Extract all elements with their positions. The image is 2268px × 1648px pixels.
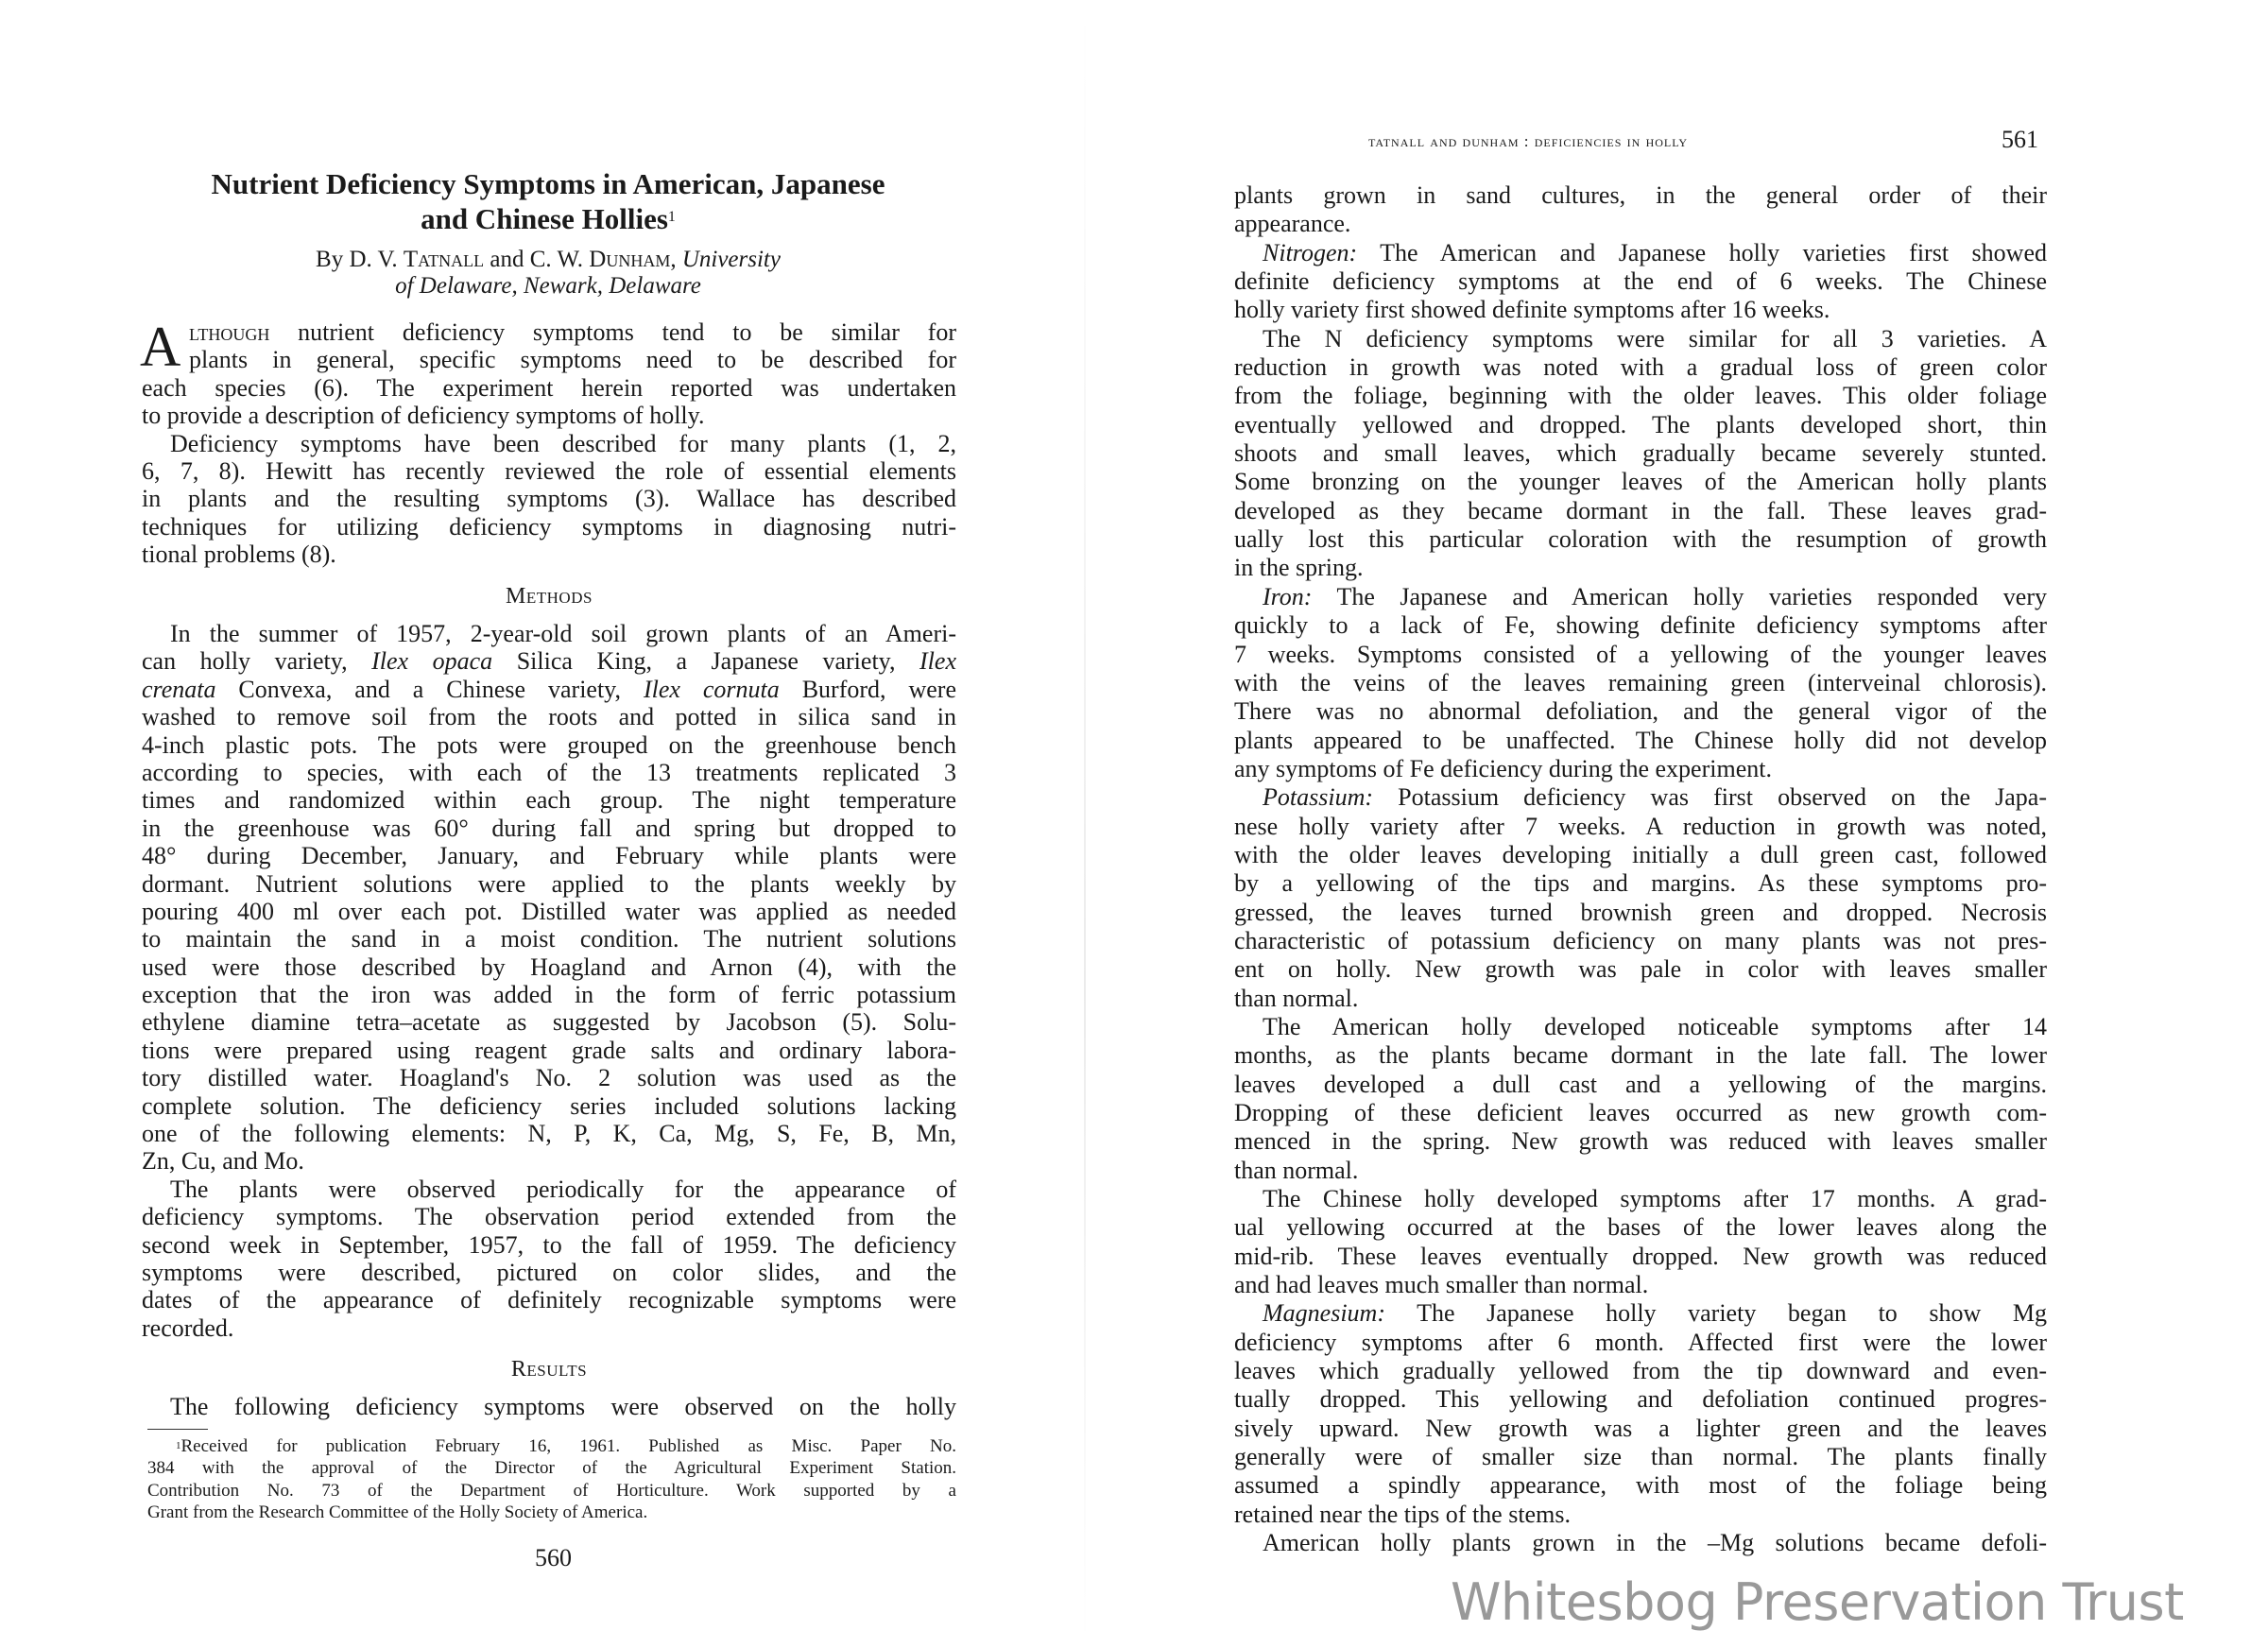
text-line [1234,1243,2047,1271]
line-text: tions were prepared using reagent grade salts and ordinary labora- [142,1036,956,1064]
paragraph [1234,239,2047,325]
text-line [142,1286,956,1313]
italic-text: Ilex cornuta [643,675,780,703]
intro-lines [142,346,956,429]
text-line [1234,1127,2047,1156]
line-text: ethylene diamine tetra–acetate as suggested by Jacobson (5). Solu- [142,1008,956,1037]
title-line [142,201,954,236]
author-dunham: Dunham [589,247,671,272]
text-line [1234,1529,2047,1557]
line-text: plants grown in sand cultures, in the general order of their [1234,181,2047,209]
text-line [142,1393,956,1420]
text-line [1234,1471,2047,1500]
byline-authors [142,247,954,273]
text-line [142,620,956,647]
text-line [1234,554,2047,582]
paragraph [1234,583,2047,783]
text-line [1234,1185,2047,1213]
footnote-mark: 1 [176,1440,181,1451]
text-line [1234,783,2047,812]
line-text: with the veins of the leaves remaining green (interveinal chlorosis). [1234,668,2047,696]
line-text: Zn, Cu, and Mo. [142,1147,304,1176]
watermark: Whitesbog Preservation Trust [1451,1572,2184,1632]
line-text: American holly plants grown in the –Mg solutions became defoli- [1263,1529,2047,1557]
text-line [1234,841,2047,869]
text-line [142,1008,956,1036]
line-text: leaves developed a dull cast and a yellowing of the margins. [1234,1070,2047,1098]
text-line [1234,1071,2047,1099]
paragraph [1234,325,2047,583]
line-text: washed to remove soil from the roots and potted in silica sand in [142,703,956,731]
line-text: generally were of smaller size than normal. The plants finally [1234,1443,2047,1471]
text-line [1234,955,2047,984]
running-head: tatnall and dunham : deficiencies in holly [1368,132,1689,150]
text-line [142,786,956,814]
text-line [147,1502,956,1523]
italic-text: Magnesium: [1263,1299,1385,1328]
line-text: gressed, the leaves turned brownish green and dropped. Necrosis [1234,898,2047,926]
footnote-rule [147,1429,208,1430]
line-text: plants appeared to be unaffected. The Chinese holly did not develop [1234,726,2047,754]
text-line [142,1259,956,1286]
text-line [1234,669,2047,697]
line-text: to maintain the sand in a moist condition. The nutrient solutions [142,925,956,953]
text-line [1234,1213,2047,1242]
line-text: times and randomized within each group. The night temperature [142,786,956,815]
line-text: holly variety first showed definite symptoms after 16 weeks. [1234,296,1830,324]
line-text: recorded. [142,1313,234,1342]
line-text: appearance. [1234,210,1351,238]
small-caps-opening: lthough [189,318,270,346]
line-text: ually lost this particular coloration with the resumption of growth [1234,525,2047,554]
line-text: Silica King, a Japanese variety, [492,647,920,676]
line-text: eventually yellowed and dropped. The plants developed short, thin [1234,410,2047,438]
text-line [1234,411,2047,439]
text-line [142,1092,956,1120]
text-line [1234,439,2047,468]
text-line [142,647,956,675]
line-text: 7 weeks. Symptoms consisted of a yellowing of the younger leaves [1234,640,2047,668]
line-text: quickly to a lack of Fe, showing definite deficiency symptoms after [1234,611,2047,640]
footnote [147,1429,956,1524]
line-text: In the summer of 1957, 2-year-old soil grown plants of an Ameri- [170,620,956,647]
line-text: assumed a spindly appearance, with most of the foliage being [1234,1471,2047,1500]
text-line [142,759,956,786]
methods-heading: Methods [506,584,593,609]
line-text: mid-rib. These leaves eventually dropped. New growth was reduced [1234,1242,2047,1270]
line-text: than normal. [1234,984,1359,1012]
line-text: The N deficiency symptoms were similar for all 3 varieties. A [1263,324,2047,352]
left-column-methods [142,620,956,1342]
text-line [1234,1099,2047,1127]
line-text: to provide a description of deficiency symptoms of holly. [142,402,705,430]
text-line [142,981,956,1008]
line-text: nese holly variety after 7 weeks. A reduction in growth was noted, [1234,812,2047,840]
text-line [1234,899,2047,927]
line-text: each species (6). The experiment herein reported was undertaken [142,373,956,402]
line-text: plants in general, specific symptoms need to be described for [189,346,956,374]
text-line [1234,1385,2047,1414]
left-column-intro [142,318,956,569]
line-text: Dropping of these deficient leaves occurred as new growth com- [1234,1099,2047,1126]
title-line-text: and Chinese Hollies [421,202,668,235]
line-text: any symptoms of Fe deficiency during the experiment. [1234,754,1772,782]
paragraph-intro [142,318,956,430]
text-line [142,676,956,703]
text-line [1234,267,2047,296]
text-line [1234,1271,2047,1299]
italic-text: Ilex opaca [371,647,493,676]
text-line [142,815,956,842]
text-line [147,1457,956,1479]
text-line [1234,239,2047,267]
text-line [142,1147,956,1175]
line-text: Convexa, and a Chinese variety, [215,675,644,703]
footnote-text [147,1435,956,1524]
line-text: The plants were observed periodically for the appearance of [170,1175,956,1203]
line-text: 6, 7, 8). Hewitt has recently reviewed the role of essential elements [142,456,956,485]
page-number-left: 560 [535,1544,572,1571]
line-text: tory distilled water. Hoagland's No. 2 solution was used as the [142,1064,956,1092]
text-line [1234,1013,2047,1041]
text-line [147,1480,956,1502]
line-text: Deficiency symptoms have been described for many plants (1, 2, [170,429,956,457]
line-text: 4-inch plastic pots. The pots were grouped on the greenhouse bench [142,730,956,759]
text-line [1234,697,2047,726]
line-text: definite deficiency symptoms at the end of 6 weeks. The Chinese [1234,267,2047,296]
text-line [142,1314,956,1342]
text-line [1234,1041,2047,1070]
text-line [142,374,956,402]
article-title [142,166,954,236]
text-line [1234,813,2047,841]
paragraph [142,1176,956,1342]
affiliation-line: of Delaware, Newark, Delaware [395,273,701,299]
paragraph [1234,1013,2047,1185]
title-line: Nutrient Deficiency Symptoms in American, Japanese [211,167,885,200]
line-text: developed as they became dormant in the fall. These leaves grad- [1234,496,2047,524]
line-text: reduction in growth was noted with a gradual loss of green color [1234,353,2047,382]
byline-by: By D. V. [316,247,404,272]
line-text: second week in September, 1957, to the fall of 1959. The deficiency [142,1230,956,1259]
text-line [1234,1157,2047,1185]
text-line [1234,325,2047,353]
page-number-right: 561 [2002,126,2038,153]
line-text: deficiency symptoms after 6 month. Affected first were the lower [1234,1328,2047,1356]
text-line [142,402,956,429]
text-line [1234,1357,2047,1385]
text-line [1234,611,2047,640]
line-text: ent on holly. New growth was pale in color with leaves smaller [1234,955,2047,984]
text-line [1234,525,2047,554]
line-text: Potassium deficiency was first observed on the Japa- [1373,783,2047,812]
line-text: characteristic of potassium deficiency on many plants was not pres- [1234,926,2047,954]
line-text: Grant from the Research Committee of the Holly Society of America. [147,1502,648,1523]
text-line [1234,382,2047,410]
text-line [142,731,956,759]
text-line [147,1435,956,1457]
line-text: The Japanese and American holly varieties responded very [1312,582,2047,610]
text-line [1234,468,2047,496]
text-line [142,1064,956,1091]
line-text: in the spring. [1234,554,1364,582]
line-text: The Chinese holly developed symptoms after 17 months. A grad- [1263,1185,2047,1213]
line-text: nutrient deficiency symptoms tend to be similar for [269,318,956,346]
line-text: than normal. [1234,1156,1359,1184]
text-line [142,953,956,981]
line-text: techniques for utilizing deficiency symptoms in diagnosing nutri- [142,512,956,541]
italic-text: Iron: [1263,582,1313,610]
line-text: ual yellowing occurred at the bases of the lower leaves along the [1234,1213,2047,1242]
line-text: The American and Japanese holly varieties first showed [1357,238,2047,266]
line-text: with the older leaves developing initially a dull green cast, followed [1234,840,2047,868]
byline-and: and C. W. [484,247,590,272]
paragraph [1234,1299,2047,1529]
line-text: exception that the iron was added in the form of ferric potassium [142,981,956,1009]
right-column [1234,181,2047,1558]
text-line [1234,985,2047,1013]
text-line [1234,583,2047,611]
text-line [142,703,956,730]
text-line [142,842,956,869]
line-text: in plants and the resulting symptoms (3). Wallace has described [142,485,956,513]
line-text: in the greenhouse was 60° during fall and spring but dropped to [142,814,956,842]
italic-text: Potassium: [1263,783,1373,812]
line-text: dates of the appearance of definitely recognizable symptoms were [142,1286,956,1314]
line-text: Burford, were [779,675,956,703]
line-text: The following deficiency symptoms were observed on the holly [170,1393,956,1420]
text-line [1234,1501,2047,1529]
text-line [142,485,956,512]
line-text: and had leaves much smaller than normal. [1234,1271,1649,1299]
line-text: complete solution. The deficiency series included solutions lacking [142,1091,956,1120]
text-line [1234,497,2047,525]
text-line [142,1120,956,1147]
line-text: The American holly developed noticeable symptoms after 14 [1263,1012,2047,1040]
line-text: leaves which gradually yellowed from the tip downward and even- [1234,1357,2047,1385]
italic-text: crenata [142,675,216,703]
line-text: one of the following elements: N, P, K, Ca, Mg, S, Fe, B, Mn, [142,1120,956,1148]
text-line [1234,181,2047,210]
line-text: symptoms were described, pictured on color slides, and the [142,1258,956,1286]
text-line [1234,296,2047,324]
text-line [1234,353,2047,382]
drop-cap: A [140,316,181,378]
text-line [142,898,956,925]
paragraph [1234,1185,2047,1299]
paragraph [1234,783,2047,1013]
line-text: menced in the spring. New growth was reduced with leaves smaller [1234,1127,2047,1156]
text-line [142,1231,956,1259]
line-text: shoots and small leaves, which gradually became severely stunted. [1234,439,2047,468]
text-line [1234,727,2047,755]
text-line [142,1176,956,1203]
text-line [1234,869,2047,898]
text-line [142,870,956,898]
paragraph [1234,1529,2047,1557]
line-text: deficiency symptoms. The observation period extended from the [142,1203,956,1231]
line-text: dormant. Nutrient solutions were applied to the plants weekly by [142,869,956,898]
paragraph [1234,181,2047,239]
paragraph [142,430,956,569]
left-column-results [142,1393,956,1420]
line-text: pouring 400 ml over each pot. Distilled water was applied as needed [142,897,956,925]
text-line [142,318,956,346]
text-line [1234,210,2047,238]
affiliation: University [681,247,781,272]
paragraph [142,1393,956,1420]
line-text: There was no abnormal defoliation, and the general vigor of the [1234,697,2047,726]
page-fold [1084,0,1086,1648]
italic-text: Nitrogen: [1263,238,1358,266]
title-footnote-mark: 1 [667,209,676,225]
text-line [1234,755,2047,783]
line-text: The Japanese holly variety began to show Mg [1384,1299,2047,1328]
text-line [142,430,956,457]
text-line [142,457,956,485]
line-text: from the foliage, beginning with the older leaves. This older foliage [1234,382,2047,410]
line-text: Contribution No. 73 of the Department of Horticulture. Work supported by a [147,1480,956,1501]
line-text: retained near the tips of the stems. [1234,1500,1571,1528]
line-text: months, as the plants became dormant in the late fall. The lower [1234,1041,2047,1070]
results-heading: Results [510,1357,588,1382]
text-line [1234,641,2047,669]
text-line [142,925,956,953]
text-line [1234,1329,2047,1357]
line-text: can holly variety, [142,647,372,676]
line-text: Received for publication February 16, 1961. Published as Misc. Paper No. [180,1436,956,1456]
text-line [142,513,956,541]
text-line [142,1203,956,1230]
line-text: used were those described by Hoagland and Arnon (4), with the [142,953,956,981]
byline-comma: , [670,247,682,272]
paragraph [142,620,956,1176]
line-text: tional problems (8). [142,541,336,569]
line-text: 384 with the approval of the Director of the Agricultural Experiment Station. [147,1458,956,1479]
text-line [1234,1299,2047,1328]
text-line [142,346,956,373]
author-tatnall: Tatnall [403,247,485,272]
text-line [1234,1415,2047,1443]
line-text: according to species, with each of the 13 treatments replicated 3 [142,758,956,786]
italic-text: Ilex [919,647,956,676]
line-text: 48° during December, January, and February while plants were [142,842,956,870]
byline [142,247,954,300]
line-text: Some bronzing on the younger leaves of the American holly plants [1234,468,2047,496]
text-line [142,541,956,568]
line-text: sively upward. New growth was a lighter green and the leaves [1234,1414,2047,1442]
text-line [142,1037,956,1064]
line-text: by a yellowing of the tips and margins. As these symptoms pro- [1234,869,2047,898]
line-text: tually dropped. This yellowing and defoliation continued progres- [1234,1385,2047,1414]
text-line [1234,927,2047,955]
text-line [1234,1443,2047,1471]
